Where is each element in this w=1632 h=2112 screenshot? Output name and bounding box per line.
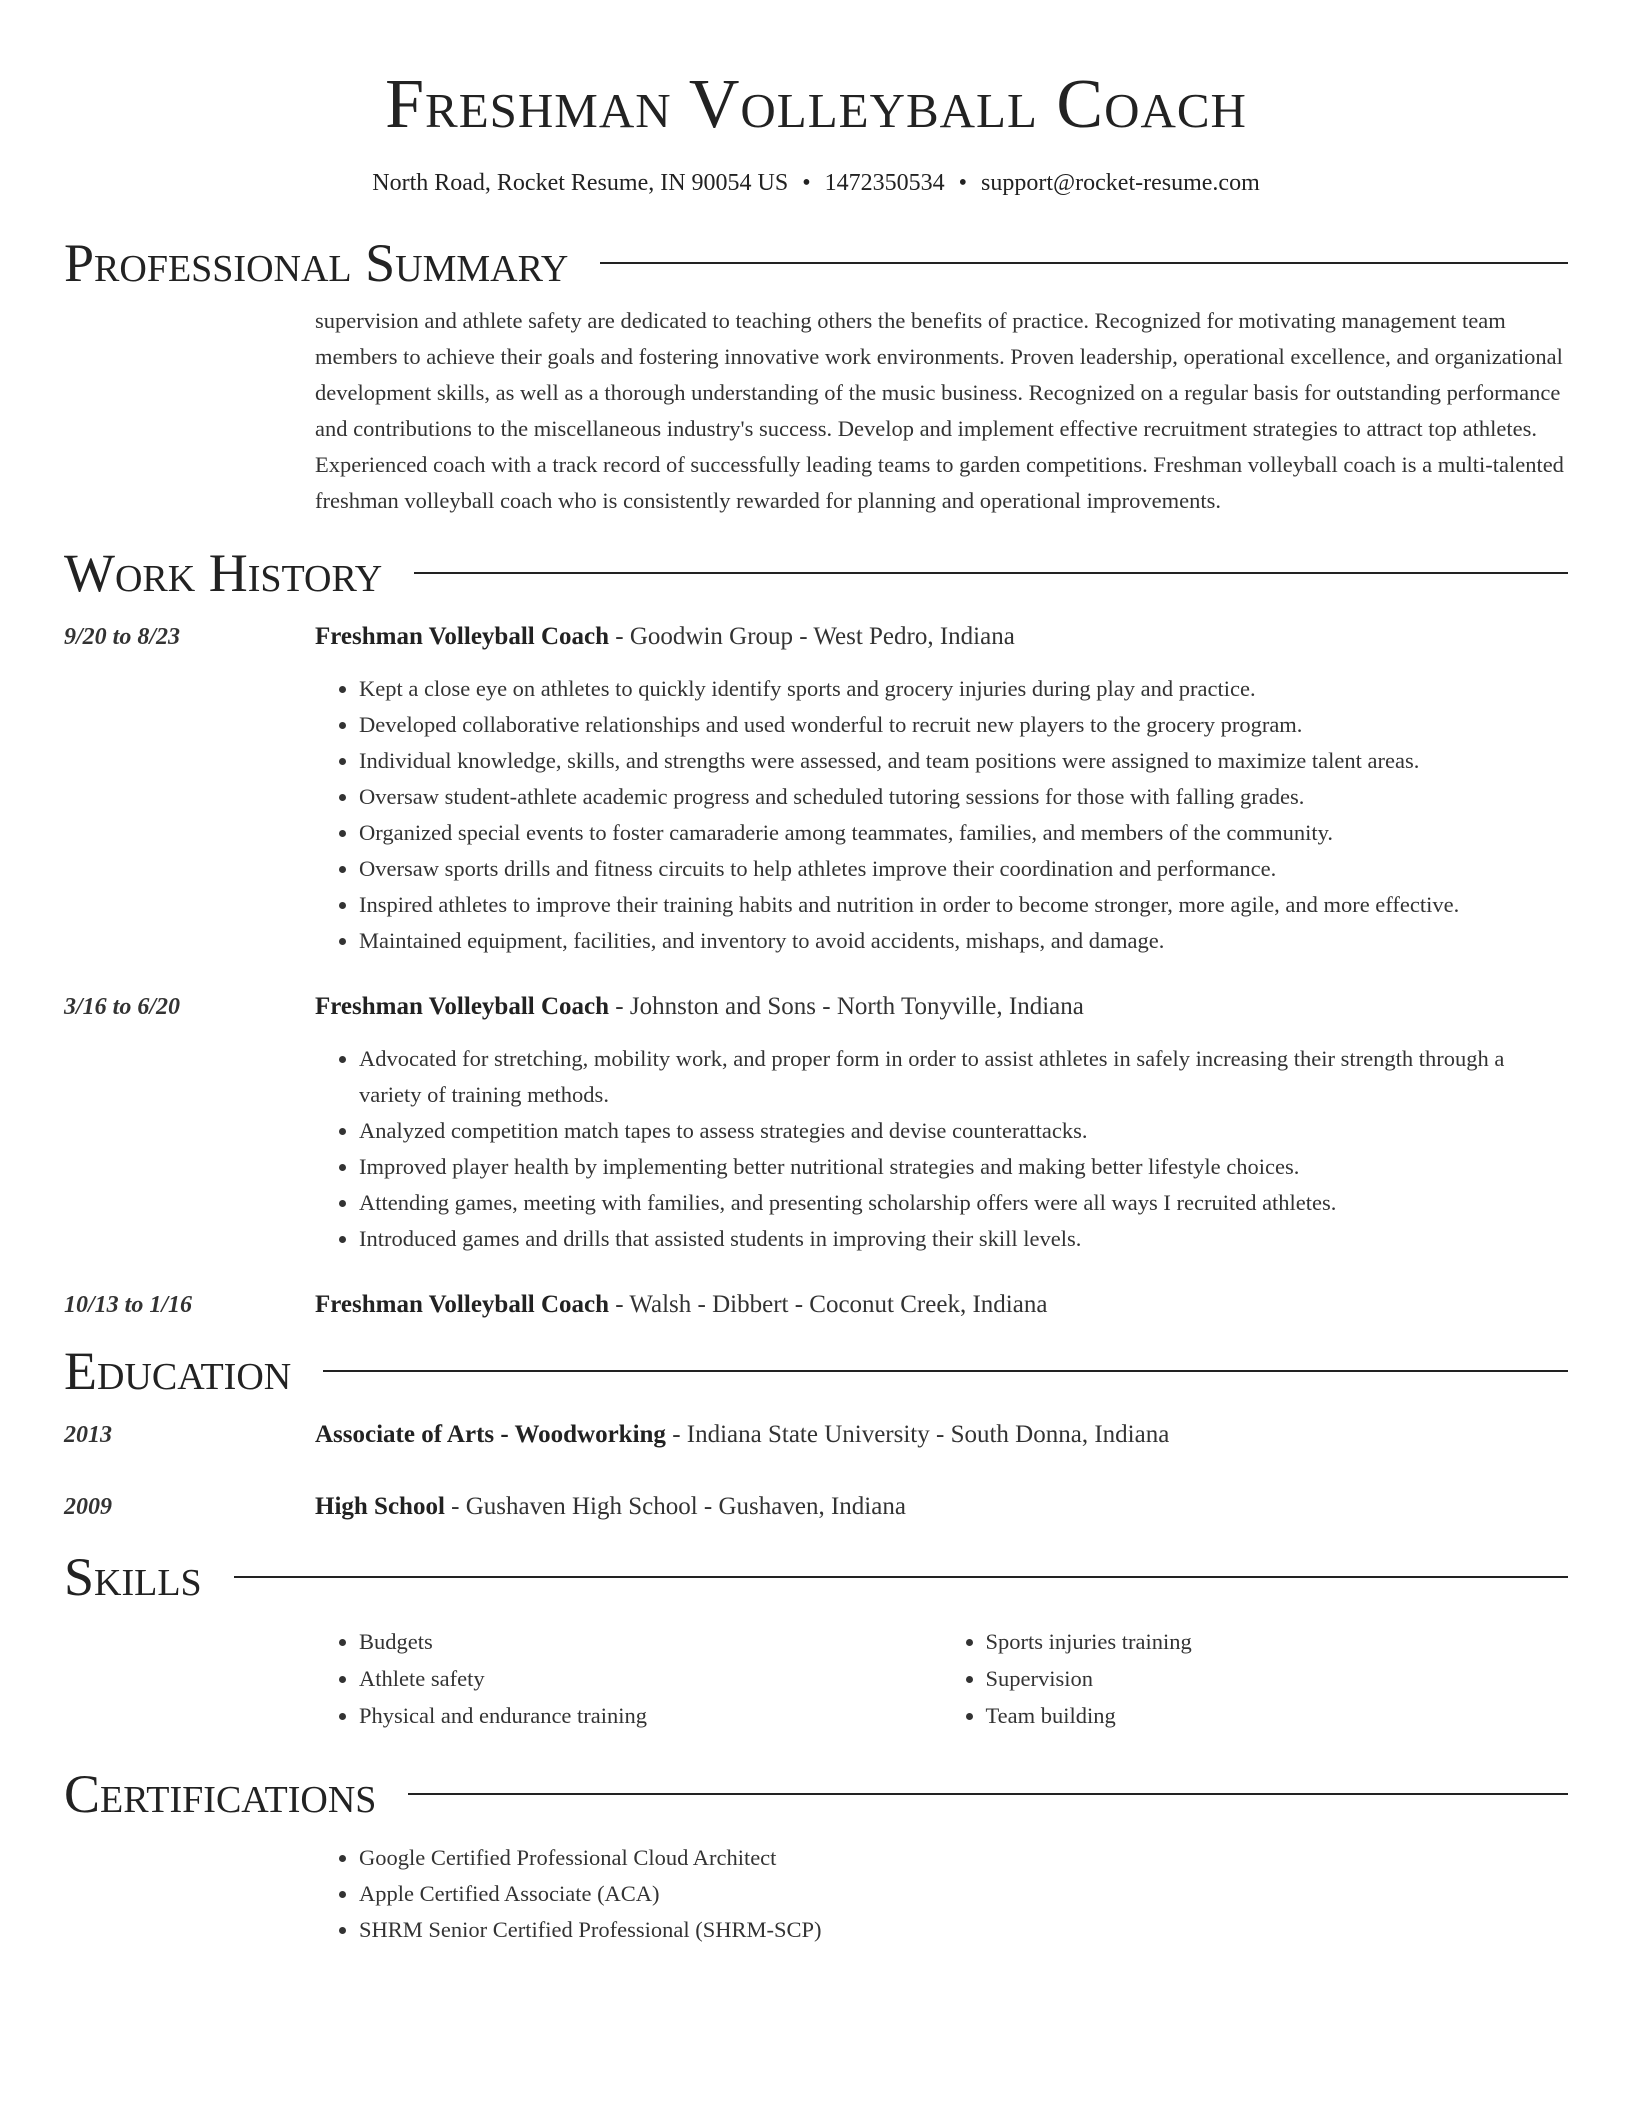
skill-item: • Supervision	[986, 1660, 1569, 1697]
list-item: • Organized special events to foster camaraderie among teammates, families, and members of the community.	[359, 815, 1568, 851]
education-body	[315, 1417, 1568, 1453]
list-item: • Improved player health by implementing better nutritional strategies and making better lifestyle choices.	[359, 1149, 1568, 1185]
section-title-education: Education	[64, 1341, 292, 1401]
skill-item: • Athlete safety	[359, 1660, 942, 1697]
list-item: • Advocated for stretching, mobility work, and proper form in order to assist athletes in safely increasing their strength through a variety of training methods.	[359, 1041, 1568, 1113]
section-title-summary: Professional Summary	[64, 233, 569, 293]
job-date: 3/16 to 6/20	[64, 994, 181, 1020]
certifications-list	[315, 1840, 1568, 1948]
education-title-line	[315, 1489, 1568, 1525]
skill-item: • Budgets	[359, 1623, 942, 1660]
skill-item: • Team building	[986, 1697, 1569, 1734]
job-bullets	[315, 1041, 1568, 1257]
education-title-line	[315, 1417, 1568, 1453]
list-item: • Individual knowledge, skills, and strengths were assessed, and team positions were assigned to maximize talent areas.	[359, 743, 1568, 779]
skills-column-left	[315, 1623, 942, 1734]
list-item: • Oversaw sports drills and fitness circuits to help athletes improve their coordination and performance.	[359, 851, 1568, 887]
job-date: 10/13 to 1/16	[64, 1292, 193, 1318]
section-title-work: Work History	[64, 543, 383, 603]
list-item: • Developed collaborative relationships and used wonderful to recruit new players to the grocery program.	[359, 707, 1568, 743]
skill-item: • Sports injuries training	[986, 1623, 1569, 1660]
education-entry	[64, 1489, 1568, 1525]
list-item: • Oversaw student-athlete academic progress and scheduled tutoring sessions for those with falling grades.	[359, 779, 1568, 815]
section-header-summary	[64, 231, 1568, 295]
job-title: Freshman Volleyball Coach	[315, 1291, 610, 1318]
list-item: • Maintained equipment, facilities, and inventory to avoid accidents, mishaps, and damage.	[359, 923, 1568, 959]
job-employer: - Johnston and Sons - North Tonyville, Indiana	[609, 993, 1084, 1020]
section-divider	[234, 1576, 1568, 1578]
skills-list	[315, 1623, 1568, 1734]
summary-text: supervision and athlete safety are dedicated to teaching others the benefits of practice. Recognized for motivating management team members to achieve their goals and fostering innovative work environments. Proven leadership, operational excellence, and organizational development skills, as well as a thorough understanding of the music business. Recognized on a regular basis for outstanding performance and contributions to the miscellaneous industry's success. Develop and implement effective recruitment strategies to attract top athletes. Experienced coach with a track record of successfully leading teams to garden competitions. Freshman volleyball coach is a multi-talented freshman volleyball coach who is consistently rewarded for planning and operational improvements.	[315, 308, 1564, 513]
contact-separator: •	[958, 170, 968, 196]
list-item: • Kept a close eye on athletes to quickly identify sports and grocery injuries during play and practice.	[359, 671, 1568, 707]
degree-title: Associate of Arts - Woodworking	[315, 1421, 666, 1448]
section-header-work	[64, 541, 1568, 605]
certification-item: • Google Certified Professional Cloud Architect	[359, 1840, 1568, 1876]
section-header-education	[64, 1339, 1568, 1403]
job-bullets	[315, 671, 1568, 959]
job-entry	[64, 619, 1568, 959]
certification-item: • Apple Certified Associate (ACA)	[359, 1876, 1568, 1912]
list-item: • Introduced games and drills that assisted students in improving their skill levels.	[359, 1221, 1568, 1257]
skills-column-right	[942, 1623, 1569, 1734]
contact-address: North Road, Rocket Resume, IN 90054 US	[372, 170, 789, 196]
contact-email[interactable]: support@rocket-resume.com	[981, 170, 1260, 196]
section-divider	[408, 1793, 1568, 1795]
list-item: • Analyzed competition match tapes to assess strategies and devise counterattacks.	[359, 1113, 1568, 1149]
section-divider	[600, 262, 1568, 264]
section-divider	[323, 1370, 1568, 1372]
certifications-items	[315, 1840, 1568, 1948]
education-date: 2013	[64, 1422, 112, 1448]
education-date: 2009	[64, 1494, 112, 1520]
contact-separator: •	[802, 170, 811, 196]
section-divider	[414, 572, 1568, 574]
education-entry	[64, 1417, 1568, 1453]
job-title: Freshman Volleyball Coach	[315, 623, 610, 650]
list-item: • Attending games, meeting with families, and presenting scholarship offers were all ways I recruited athletes.	[359, 1185, 1568, 1221]
school-info: - Indiana State University - South Donna, Indiana	[665, 1421, 1170, 1448]
section-title-certifications: Certifications	[64, 1764, 377, 1824]
candidate-name: Freshman Volleyball Coach	[385, 66, 1247, 143]
job-entry	[64, 989, 1568, 1257]
certification-item: • SHRM Senior Certified Professional (SHRM-SCP)	[359, 1912, 1568, 1948]
section-title-skills: Skills	[64, 1547, 202, 1607]
skill-item: • Physical and endurance training	[359, 1697, 942, 1734]
job-title: Freshman Volleyball Coach	[315, 993, 610, 1020]
job-body	[315, 989, 1568, 1257]
job-entry	[64, 1287, 1568, 1323]
job-employer: - Goodwin Group - West Pedro, Indiana	[609, 623, 1015, 650]
list-item: • Inspired athletes to improve their training habits and nutrition in order to become stronger, more agile, and more effective.	[359, 887, 1568, 923]
resume-page	[64, 0, 1568, 1948]
job-title-line	[315, 1287, 1568, 1323]
job-title-line	[315, 989, 1568, 1025]
job-body	[315, 619, 1568, 959]
job-date: 9/20 to 8/23	[64, 624, 181, 650]
job-body	[315, 1287, 1568, 1323]
job-title-line	[315, 619, 1568, 655]
section-header-certifications	[64, 1762, 1568, 1826]
contact-phone: 1472350534	[824, 170, 945, 196]
school-info: - Gushaven High School - Gushaven, Indiana	[444, 1493, 906, 1520]
education-body	[315, 1489, 1568, 1525]
degree-title: High School	[315, 1493, 445, 1520]
contact-line	[64, 170, 1568, 197]
job-employer: - Walsh - Dibbert - Coconut Creek, Indiana	[609, 1291, 1048, 1318]
section-header-skills	[64, 1545, 1568, 1609]
